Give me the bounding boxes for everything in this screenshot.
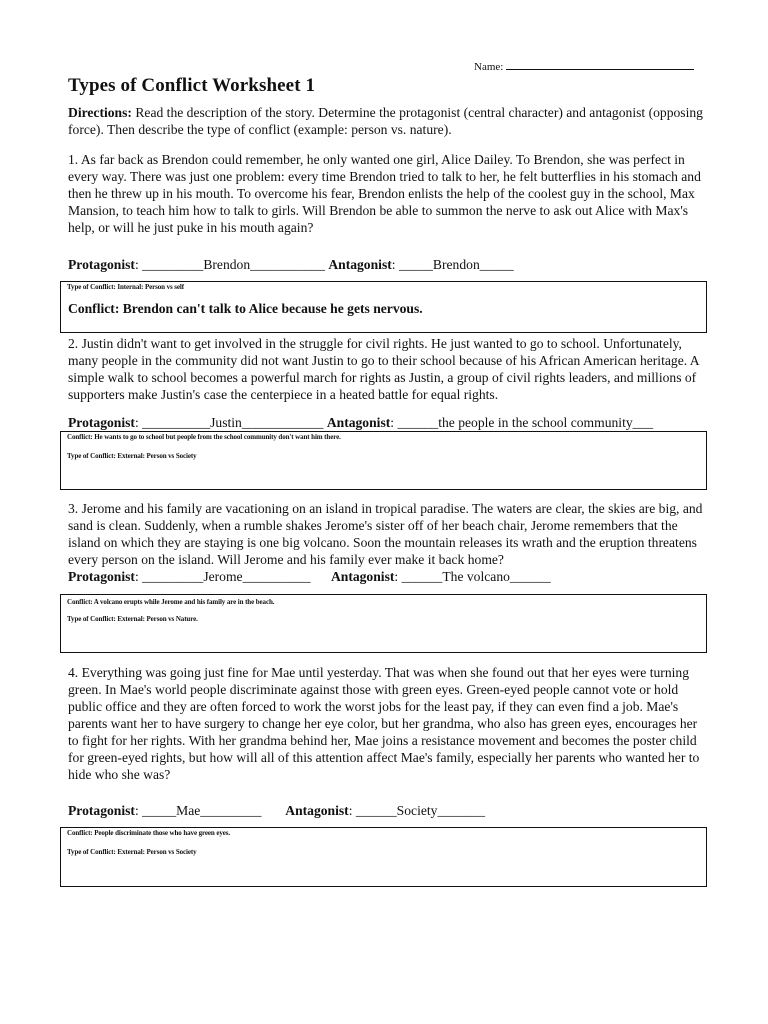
story-4-box-line1: Conflict: People discriminate those who have green eyes. [67, 829, 231, 837]
story-2-box-line1: Conflict: He wants to go to school but people from the school community don't want him there. [67, 433, 341, 441]
story-3-answers [68, 569, 551, 585]
story-4-protagonist[interactable]: : _____Mae_________ [134, 803, 262, 818]
antagonist-label: Antagonist [285, 803, 349, 818]
directions-text: Read the description of the story. Determine the protagonist (central character) and antagonist (opposing force). Then describe the type of conflict (example: person vs. nature). [68, 105, 703, 137]
story-2-protagonist[interactable]: : __________Justin____________ [134, 415, 324, 430]
story-3-text: 3. Jerome and his family are vacationing on an island in tropical paradise. The waters are clear, the skies are big, and sand is clean. Suddenly, when a rumble shakes Jerome's sister off of her beach chair, Jerome remembers that the island on which they are staying is one big volcano. Soon the mountain releases its wrath and the eruption threatens every person on the island. Will Jerome and his family ever make it back home? [68, 501, 703, 567]
page-title: Types of Conflict Worksheet 1 [68, 75, 316, 96]
story-3-box-line1: Conflict: A volcano erupts while Jerome and his family are in the beach. [67, 598, 275, 606]
story-2-antagonist[interactable]: : ______the people in the school community___ [390, 415, 654, 430]
story-2-box-line2: Type of Conflict: External: Person vs Society [67, 452, 197, 460]
story-1-conflict-box[interactable] [60, 281, 707, 333]
protagonist-label: Protagonist [68, 803, 135, 818]
story-1-protagonist[interactable]: : _________Brendon___________ [134, 257, 325, 272]
directions-label: Directions: [68, 105, 132, 120]
story-3-conflict-box[interactable] [60, 594, 707, 653]
story-4-antagonist[interactable]: : ______Society_______ [348, 803, 486, 818]
protagonist-label: Protagonist [68, 257, 135, 272]
protagonist-label: Protagonist [68, 569, 135, 584]
story-4-text: 4. Everything was going just fine for Mae until yesterday. That was when she found out that her eyes were turning green. In Mae's world people discriminate against those with green eyes. Green-eyed people cannot vote or hold public office and they are often forced to work the worst jobs for the least pay, if they can even find a job. Mae's parents want her to have surgery to change her eye color, but her grandma, who also has green eyes, encourages her to fight for her rights. With her grandma behind her, Mae joins a resistance movement and becomes the poster child for green-eyed rights, but how will all of this attention affect Mae's family, especially her parents who wanted her to hide who she was? [68, 665, 700, 782]
story-3-protagonist[interactable]: : _________Jerome__________ [134, 569, 311, 584]
protagonist-label: Protagonist [68, 415, 135, 430]
story-4-conflict-box[interactable] [60, 827, 707, 887]
story-2-answers [68, 415, 653, 431]
antagonist-label: Antagonist [330, 569, 395, 584]
story-3-antagonist[interactable]: : ______The volcano______ [394, 569, 551, 584]
antagonist-label: Antagonist [326, 415, 391, 430]
story-1-answers [68, 257, 514, 273]
story-1-antagonist[interactable]: : _____Brendon_____ [391, 257, 514, 272]
name-field [474, 59, 694, 73]
story-2-text: 2. Justin didn't want to get involved in the struggle for civil rights. He just wanted to go to school. Unfortunately, many people in the community did not want Justin to go to their school because of his African American heritage. A simple walk to school becomes a powerful march for rights as Justin, a group of civil rights leaders, and millions of supporters make Justin's case the centerpiece in a heated battle for equal rights. [68, 336, 699, 402]
story-1-box-line2: Conflict: Brendon can't talk to Alice because he gets nervous. [68, 301, 423, 316]
directions [68, 104, 708, 138]
name-blank[interactable] [506, 59, 694, 70]
story-3-box-line2: Type of Conflict: External: Person vs Nature. [67, 615, 198, 623]
name-label: Name: [474, 61, 504, 73]
story-4-box-line2: Type of Conflict: External: Person vs Society [67, 848, 197, 856]
story-1-box-line1: Type of Conflict: Internal: Person vs self [67, 283, 184, 291]
story-1-text: 1. As far back as Brendon could remember, he only wanted one girl, Alice Dailey. To Brendon, she was perfect in every way. There was just one problem: every time Brendon tried to talk to her, he felt butterflies in his stomach and then he threw up in his mouth. To overcome his fear, Brendon enlists the help of the coolest guy in the school, Max Mansion, to teach him how to talk to girls. Will Brendon be able to summon the nerve to ask out Alice with Max's help, or will he just puke in his mouth again? [68, 152, 701, 235]
story-2-conflict-box[interactable] [60, 431, 707, 490]
story-4-answers [68, 803, 485, 819]
antagonist-label: Antagonist [328, 257, 392, 272]
